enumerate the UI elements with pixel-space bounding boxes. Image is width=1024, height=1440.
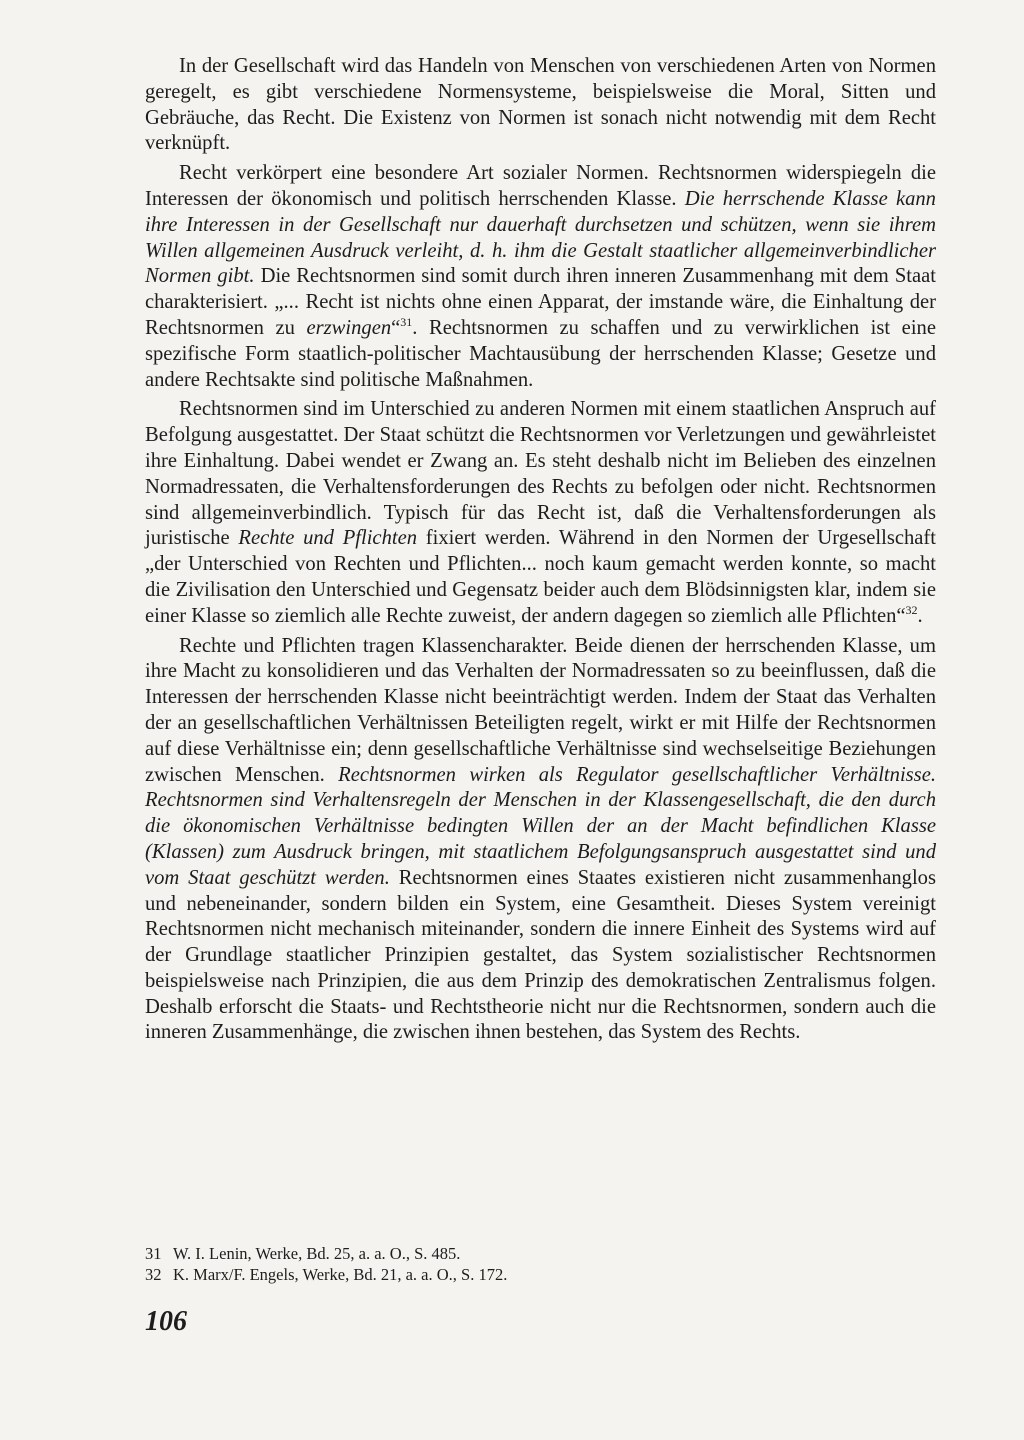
text-segment: . Rechtsnormen zu schaffen und zu verwirklichen ist eine spezifische Form staatlich-politischer Machtausübung der herrschenden Klasse; Gesetze und andere Rechtsakte sind politische Maßnahmen. (145, 316, 936, 391)
paragraph-2 (145, 161, 936, 393)
paragraph-1 (145, 54, 936, 157)
text-segment: “ (391, 316, 401, 339)
text-segment: fixiert werden. Während in den Normen der Urgesellschaft „der Unterschied von Rechten und Pflichten... noch kaum gemacht werden konnte, so macht die Zivilisation den Unterschied und Gegensatz beider auch dem Blödsinnigsten klar, indem sie einer Klasse so ziemlich alle Rechte zuweist, der andern dagegen so ziemlich alle Pflichten“ (145, 527, 936, 627)
footnote-reference: 31 (400, 315, 413, 330)
footnotes (145, 1243, 507, 1285)
page-number: 106 (145, 1306, 187, 1337)
text-segment: In der Gesellschaft wird das Handeln von Menschen von verschiedenen Arten von Normen geregelt, es gibt verschiedene Normensysteme, beispielsweise die Moral, Sitten und Gebräuche, das Recht. Die Existenz von Normen ist sonach nicht notwendig mit dem Recht verknüpft. (145, 55, 936, 155)
footnote-text: W. I. Lenin, Werke, Bd. 25, a. a. O., S. 485. (173, 1244, 461, 1263)
text-segment: Die Rechtsnormen sind somit durch ihren inneren Zusammenhang mit dem Staat charakterisiert. „... Recht ist nichts ohne einen Apparat, der imstande wäre, die Einhaltung der Rechtsnormen zu (145, 265, 936, 339)
text-segment: Rechtsnormen eines Staates existieren nicht zusammenhanglos und nebeneinander, sondern bilden ein System, eine Gesamtheit. Dieses System vereinigt Rechtsnormen nicht mechanisch miteinander, sondern die innere Einheit des Systems wird auf der Grundlage staatlicher Prinzipien gestaltet, das System sozialistischer Rechtsnormen beispielsweise nach Prinzipien, die aus dem Prinzip des demokratischen Zentralismus folgen. Deshalb erforscht die Staats- und Rechtstheorie nicht nur die Rechtsnormen, sondern auch die inneren Zusammenhänge, die zwischen ihnen bestehen, das System des Rechts. (145, 866, 936, 1044)
text-segment: Recht verkörpert eine besondere Art sozialer Normen. Rechtsnormen widerspiegeln die Interessen der ökonomisch und politisch herrschenden Klasse. (145, 162, 936, 210)
footnote-31 (145, 1243, 507, 1264)
footnote-32 (145, 1264, 507, 1285)
footnote-number: 32 (145, 1265, 162, 1284)
emphasized-text: Rechte und Pflichten (238, 527, 418, 550)
emphasized-text: Die herrschende Klasse kann ihre Interessen in der Gesellschaft nur dauerhaft durchsetzen und schützen, wenn sie ihrem Willen allgemeinen Ausdruck verleiht, d. h. ihm die Gestalt staatlicher allgemeinverbindlicher Normen gibt. (145, 187, 936, 288)
text-segment: Rechte und Pflichten tragen Klassencharakter. Beide dienen der herrschenden Klasse, um ihre Macht zu konsolidieren und das Verhalten der Normadressaten so zu beeinflussen, daß die Interessen der herrschenden Klasse nicht beeinträchtigt werden. Indem der Staat das Verhalten der an gesellschaftlichen Verhältnissen Beteiligten regelt, wirkt er mit Hilfe der Rechtsnormen auf diese Verhältnisse ein; denn gesellschaftliche Verhältnisse sind wechselseitige Beziehungen zwischen Menschen. (145, 634, 936, 786)
paragraph-4 (145, 634, 936, 1047)
footnote-text: K. Marx/F. Engels, Werke, Bd. 21, a. a. O., S. 172. (173, 1265, 508, 1284)
text-segment: . (917, 604, 923, 627)
text-segment: Rechtsnormen sind im Unterschied zu anderen Normen mit einem staatlichen Anspruch auf Befolgung ausgestattet. Der Staat schützt die Rechtsnormen vor Verletzungen und gewährleistet ihre Einhaltung. Dabei wendet er Zwang an. Es steht deshalb nicht im Belieben des einzelnen Normadressaten, die Verhaltensforderungen des Rechts zu befolgen oder nicht. Rechtsnormen sind allgemeinverbindlich. Typisch für das Recht ist, daß die Verhaltensforderungen als juristische (145, 398, 936, 550)
body-text (145, 54, 936, 1046)
paragraph-3 (145, 397, 936, 629)
footnote-number: 31 (145, 1244, 162, 1263)
footnote-reference: 32 (905, 602, 918, 617)
emphasized-text: Rechtsnormen wirken als Regulator gesellschaftlicher Verhältnisse. Rechtsnormen sind Verhaltensregeln der Menschen in der Klassengesellschaft, die den durch die ökonomischen Verhältnisse bedingten Willen der an der Macht befindlichen Klasse (Klassen) zum Ausdruck bringen, mit staatlichem Befolgungsanspruch ausgestattet sind und vom Staat geschützt werden. (145, 763, 936, 889)
emphasized-text: erzwingen (306, 316, 392, 339)
